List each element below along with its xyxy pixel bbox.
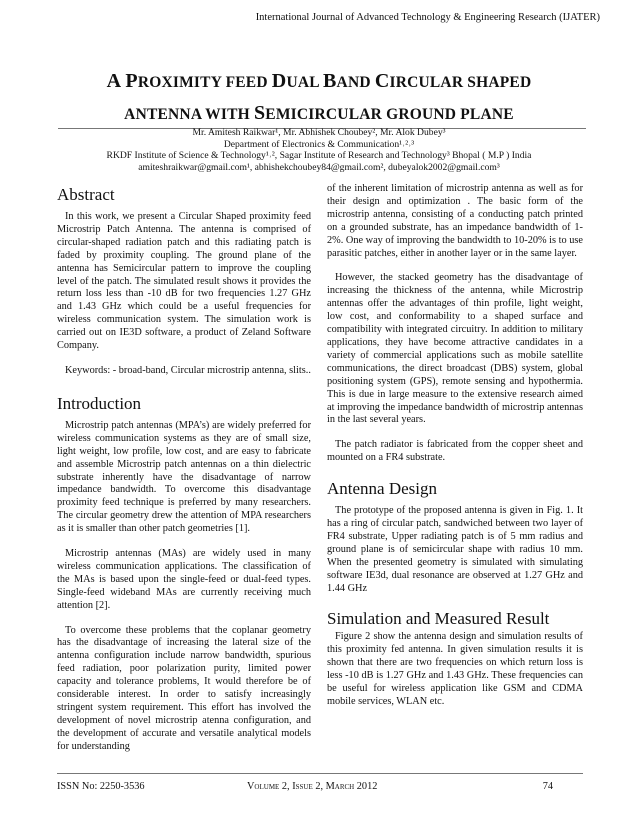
author-emails: amiteshraikwar@gmail.com¹, abhishekchoubey84@gmail.com², dubeyalok2002@gmail.com³ <box>138 161 500 173</box>
author-department: Department of Electronics & Communication¹˒²˒³ <box>223 138 415 150</box>
paper-title <box>0 66 638 130</box>
footer-volume: Volume 2, Issue 2, March 2012 <box>247 781 378 792</box>
design-paragraph: The prototype of the proposed antenna is given in Fig. 1. It has a ring of circular patch, sandwiched between two layer of FR4 substrate, Upper radiating patch is of 5 mm radius and ground plane is of semicircular shape with radius 10 mm. When the presented geometry is simulated with simulating software IE3d, dual resonance are observed at 1.27 GHz and 1.44 GHz <box>327 505 583 594</box>
title-line-2: ANTENNA WITH SEMICIRCULAR GROUND PLANE <box>124 102 514 124</box>
intro-paragraph-2: Microstrip antennas (MAs) are widely used in many wireless communication applications. The classification of the MAs is based upon the single-feed or dual-feed types. Single-feed wideband MAs are currently receiving much attention [2]. <box>57 548 311 611</box>
intro-paragraph-6: The patch radiator is fabricated from the copper sheet and mounted on a FR4 substrate. <box>327 439 583 464</box>
keywords: Keywords: - broad-band, Circular microstrip antenna, slits.. <box>65 364 311 376</box>
antenna-design-heading: Antenna Design <box>327 479 438 499</box>
page-number: 74 <box>542 781 553 792</box>
intro-paragraph-1: Microstrip patch antennas (MPA’s) are widely preferred for wireless communication systems as they are of small size, light weight, low profile, low cost, and are easy to fabricate and assemble Microstrip patch antennas on a thin dielectric substrate inherently have the disadvantage of narrow impedance bandwidth. To overcome this disadvantage proximity feed technique is preferred by many researchers. The circular geometry drew the attention of MPA researchers as it is smaller than other patch geometries [1]. <box>57 419 311 535</box>
journal-header: International Journal of Advanced Technology & Engineering Research (IJATER) <box>255 12 600 23</box>
author-block <box>0 127 638 173</box>
intro-paragraph-3: To overcome these problems that the coplanar geometry has the disadvantage of increasing the lateral size of the antenna configuration include narrow bandwidth, spurious feed radiation, poor polarization purity, limited power capacity and tolerance problems, It would therefore be of considerable interest. In order to satisfy increasingly stringent system requirement. This effort has involved the development of novel microstrip atenna configuration, and the development of accurate and versatile analytical models for understanding <box>57 624 311 752</box>
footer-issn: ISSN No: 2250-3536 <box>57 781 145 792</box>
page-footer <box>57 773 583 792</box>
author-institutes: RKDF Institute of Science & Technology¹˒², Sagar Institute of Research and Technology³ Bhopal ( M.P ) India <box>106 150 532 162</box>
left-column <box>57 185 311 766</box>
right-column <box>327 183 583 721</box>
intro-paragraph-5: However, the stacked geometry has the disadvantage of increasing the thickness of the antenna, while Microstrip antennas offer the advantages of thin profile, light weight, low cost, and conformability to a shaped surface and compatibility with integrated circuitry. In addition to military applications, they have become attractive candidates in a variety of commercial applications such as mobile satellite communications, the direct broadcast (DBS) system, global positioning system (GPS), remote sensing and hypothermia. This is due in large measure to the extensive research aimed at improving the impedance bandwidth of microstrip antennas in the last several years. <box>327 272 583 426</box>
author-names: Mr. Amitesh Raikwar¹, Mr. Abhishek Choubey², Mr. Alok Dubey³ <box>192 127 446 138</box>
abstract-heading: Abstract <box>57 185 115 204</box>
introduction-heading: Introduction <box>57 393 142 413</box>
intro-paragraph-4: of the inherent limitation of microstrip antenna as well as for their design and optimization . The basic form of the microstrip antenna, consisting of a conducting patch printed on a grounded substrate, has an impedance bandwidth of 1-2%. One way of improving the bandwidth to 10-20% is to use parasitic patches, either in another layer or in the same layer. <box>327 183 583 259</box>
simulation-heading: Simulation and Measured Result <box>327 609 550 629</box>
title-line-1: A PROXIMITY FEED DUAL BAND CIRCULAR SHAPED <box>106 70 532 92</box>
simulation-paragraph: Figure 2 show the antenna design and simulation results of this proximity fed antenna. In given simulation results it is shown that there are two frequencies on which return loss is less -10 dB is 1.27 GHz and 1.43 GHz. These frequencies can be useful for wireless application like GSM and CDMA mobile services, WLAN etc. <box>327 631 583 707</box>
abstract-text: In this work, we present a Circular Shaped proximity feed Microstrip Patch Antenna. The antenna is comprised of circular-shaped radiation patch and this radiating patch is faded by proximity coupling. The ground plane of the antenna has Semicircular pattern to improve the coupling level of the patch. The simulated result shows it provides the return loss less than -10 dB for two frequencies 1.27 GHz and 1.43 GHz which could be a useful frequencies for wireless communication system. The simulation work is carried out on IE3D software, a product of Zeland Software Company. <box>57 211 311 352</box>
